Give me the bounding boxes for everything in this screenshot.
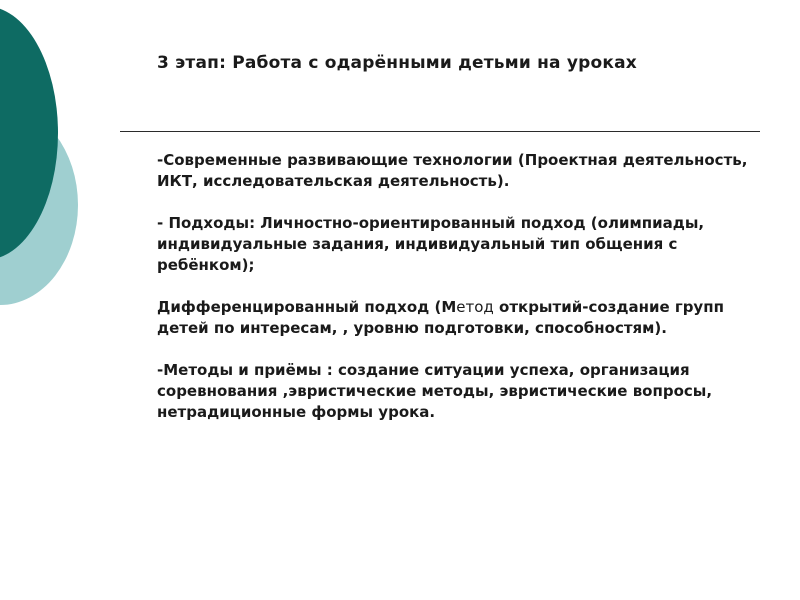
title-divider bbox=[120, 131, 760, 132]
paragraph-methods: -Методы и приёмы : создание ситуации успеха, организация соревнования ,эвристические методы, эвристические вопросы, нетрадиционные формы урока. bbox=[157, 361, 713, 421]
differentiated-text-start: Дифференцированный подход (М bbox=[157, 298, 457, 316]
paragraph-approaches: - Подходы: Личностно-ориентированный подход (олимпиады, индивидуальные задания, индивидуальный тип общения с ребёнком); bbox=[157, 214, 705, 274]
paragraph-differentiated-approach bbox=[157, 297, 757, 339]
differentiated-text-end: открытий-создание групп детей по интересам, , уровню подготовки, способностям). bbox=[157, 298, 724, 337]
differentiated-text-normal: етод bbox=[456, 298, 494, 316]
paragraph-technologies: -Современные развивающие технологии (Проектная деятельность, ИКТ, исследовательская деятельность). bbox=[157, 151, 748, 190]
slide-title: 3 этап: Работа с одарёнными детьми на уроках bbox=[157, 53, 637, 73]
slide-body bbox=[157, 150, 757, 444]
